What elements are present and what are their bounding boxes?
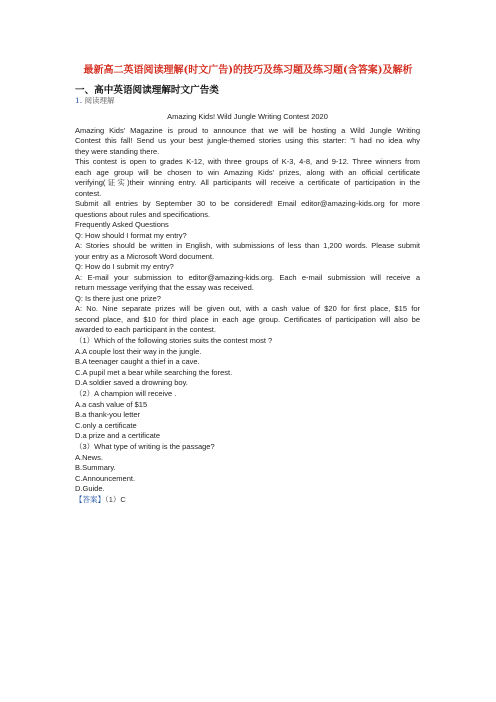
paragraph-line: each age group will be chosen to win Amazing Kids' prizes, along with an official certificate — [75, 168, 420, 177]
faq-answer: A: No. Nine separate prizes will be given out, with a cash value of $20 for first place, $15 for — [75, 304, 420, 313]
answer-text: （1）C — [105, 495, 126, 504]
paragraph-line: questions about rules and specifications. — [75, 210, 211, 219]
paragraph-line: This contest is open to grades K-12, with three groups of K-3, 4-8, and 9-12. Three winners from — [75, 157, 420, 166]
faq-heading: Frequently Asked Questions — [75, 220, 169, 229]
paragraph-line: Submit all entries by September 30 to be considered! Email editor@amazing-kids.org for more — [75, 199, 420, 208]
faq-answer: second place, and $10 for third place in each age group. Certificates of participation will also be — [75, 315, 420, 324]
question-3: （3）What type of writing is the passage? — [75, 442, 215, 451]
faq-answer: your entry as a Microsoft Word document. — [75, 252, 215, 261]
paragraph-line: Contest this fall! Send us your best jungle-themed stories using this starter: "I had no idea why — [75, 136, 420, 145]
faq-answer: A: Stories should be written in English, with submissions of less than 1,200 words. Please submit — [75, 241, 420, 250]
option: A.A couple lost their way in the jungle. — [75, 347, 202, 356]
item-header — [75, 96, 420, 106]
answer-label: 【答案】 — [75, 495, 105, 504]
section-heading: 一、高中英语阅读理解时文广告类 — [75, 85, 219, 96]
option: A.News. — [75, 453, 103, 462]
option: B.Summary. — [75, 463, 116, 472]
option: C.Announcement. — [75, 474, 136, 483]
passage-title: Amazing Kids! Wild Jungle Writing Contest 2020 — [167, 112, 328, 121]
document-title: 最新高二英语阅读理解(时文广告)的技巧及练习题及练习题(含答案)及解析 — [83, 65, 413, 76]
option: D.Guide. — [75, 484, 105, 493]
paragraph-line: Amazing Kids' Magazine is proud to announce that we will be hosting a Wild Jungle Writing — [75, 126, 420, 135]
faq-answer: A: E-mail your submission to editor@amazing-kids.org. Each e-mail submission will receive a — [75, 273, 420, 282]
answer-line — [75, 495, 420, 505]
option: C.only a certificate — [75, 421, 137, 430]
option: D.a prize and a certificate — [75, 431, 161, 440]
faq-answer: return message verifying that the essay was received. — [75, 283, 254, 292]
faq-question: Q: Is there just one prize? — [75, 294, 161, 303]
faq-answer: awarded to each participant in the contest. — [75, 325, 216, 334]
item-number: 1. — [75, 96, 83, 105]
item-label: 阅读理解 — [84, 96, 115, 105]
option: B.a thank-you letter — [75, 410, 141, 419]
paragraph-line: they were standing there. — [75, 147, 160, 156]
faq-question: Q: How do I submit my entry? — [75, 262, 174, 271]
question-2: （2）A champion will receive . — [75, 389, 177, 398]
paragraph-line: verifying(证实)their winning entry. All participants will receive a certificate of participation in the — [75, 178, 420, 187]
option: A.a cash value of $15 — [75, 400, 148, 409]
option: D.A soldier saved a drowning boy. — [75, 378, 188, 387]
option: B.A teenager caught a thief in a cave. — [75, 357, 200, 366]
paragraph-line: contest. — [75, 189, 102, 198]
question-1: （1）Which of the following stories suits the contest most ? — [75, 336, 273, 345]
option: C.A pupil met a bear while searching the forest. — [75, 368, 233, 377]
faq-question: Q: How should I format my entry? — [75, 231, 187, 240]
